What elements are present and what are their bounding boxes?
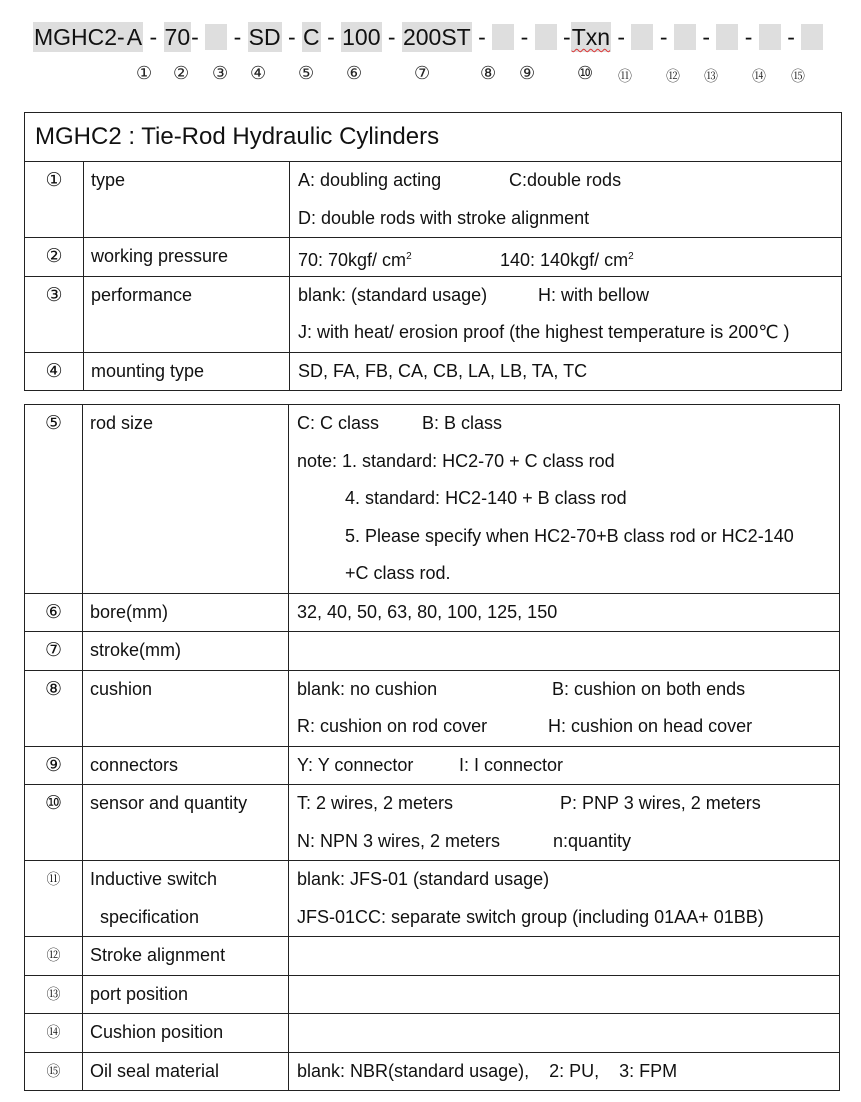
position-number: ⑮ <box>791 68 805 84</box>
row-description: Y: Y connector I: I connector <box>289 746 840 785</box>
row-description: blank: JFS-01 (standard usage) JFS-01CC: separate switch group (including 01AA+ 01BB) <box>289 861 840 937</box>
row-number: ② <box>25 238 84 277</box>
row-description <box>289 937 840 976</box>
row-name: performance <box>84 276 290 352</box>
code-part-5: C <box>303 24 320 50</box>
row-name: type <box>84 162 290 238</box>
row-number: ③ <box>25 276 84 352</box>
position-number: ⑫ <box>666 68 680 84</box>
row-name: Oil seal material <box>83 1052 289 1091</box>
row-name: working pressure <box>84 238 290 277</box>
row-name: connectors <box>83 746 289 785</box>
row-number: ⑮ <box>25 1052 83 1091</box>
row-description: blank: (standard usage) H: with bellow J: with heat/ erosion proof (the highest temperature is 200℃ ) <box>290 276 842 352</box>
row-name: bore(mm) <box>83 593 289 632</box>
row-name: port position <box>83 975 289 1014</box>
row-description: blank: NBR(standard usage), 2: PU, 3: FPM <box>289 1052 840 1091</box>
table-row <box>25 785 840 861</box>
table-row <box>25 937 840 976</box>
row-description: T: 2 wires, 2 meters P: PNP 3 wires, 2 meters N: NPN 3 wires, 2 meters n:quantity <box>289 785 840 861</box>
code-part-7: 200ST <box>402 24 471 50</box>
position-number: ⑦ <box>414 63 431 83</box>
table-row <box>25 975 840 1014</box>
code-blank-9 <box>535 24 557 50</box>
row-name: sensor and quantity <box>83 785 289 861</box>
row-number: ⑩ <box>25 785 83 861</box>
table-row <box>25 1014 840 1053</box>
row-number: ⑪ <box>25 861 83 937</box>
position-number: ⑨ <box>519 63 536 83</box>
row-number: ⑬ <box>25 975 83 1014</box>
row-name: cushion <box>83 670 289 746</box>
spec-table-bottom <box>24 404 840 1091</box>
row-name: mounting type <box>84 352 290 391</box>
position-number: ⑩ <box>577 63 594 83</box>
position-number: ⑬ <box>704 68 718 84</box>
position-numbers <box>0 62 861 84</box>
row-name: Inductive switch specification <box>83 861 289 937</box>
row-description <box>289 975 840 1014</box>
row-number: ⑭ <box>25 1014 83 1053</box>
row-number: ① <box>25 162 84 238</box>
code-prefix: MGHC2- <box>34 24 125 50</box>
position-number: ⑧ <box>480 63 497 83</box>
position-number: ③ <box>212 63 229 83</box>
position-number: ① <box>136 63 153 83</box>
row-number: ⑥ <box>25 593 83 632</box>
row-description: C: C class B: B class note: 1. standard: HC2-70 + C class rod 4. standard: HC2-140 + B class rod 5. Please specify when HC2-70+B class rod or HC2-140 +C class rod. <box>289 405 840 594</box>
table-row <box>25 1052 840 1091</box>
position-number: ④ <box>250 63 267 83</box>
table-row <box>25 238 842 277</box>
row-name: rod size <box>83 405 289 594</box>
position-number: ⑪ <box>618 68 632 84</box>
spec-table-top <box>24 112 842 391</box>
position-number: ② <box>173 63 190 83</box>
position-number: ⑥ <box>346 63 363 83</box>
table-row <box>25 593 840 632</box>
table-row <box>25 746 840 785</box>
row-description: blank: no cushion B: cushion on both ends R: cushion on rod cover H: cushion on head cover <box>289 670 840 746</box>
row-description: 32, 40, 50, 63, 80, 100, 125, 150 <box>289 593 840 632</box>
row-name: Cushion position <box>83 1014 289 1053</box>
row-number: ⑫ <box>25 937 83 976</box>
table-row <box>25 352 842 391</box>
position-number: ⑭ <box>752 68 766 84</box>
row-number: ⑧ <box>25 670 83 746</box>
position-number: ⑤ <box>298 63 315 83</box>
table-row <box>25 162 842 238</box>
table-row <box>25 276 842 352</box>
code-part-6: 100 <box>342 24 381 50</box>
code-blank-15 <box>801 24 823 50</box>
code-blank-12 <box>674 24 696 50</box>
row-description <box>289 1014 840 1053</box>
table-row <box>25 670 840 746</box>
code-blank-11 <box>631 24 653 50</box>
code-part-10: Txn <box>571 24 611 50</box>
row-number: ⑦ <box>25 632 83 671</box>
row-number: ④ <box>25 352 84 391</box>
code-part-2: 70 <box>164 24 191 50</box>
table-row <box>25 861 840 937</box>
code-part-1: A <box>126 24 143 50</box>
row-description <box>289 632 840 671</box>
code-part-4: SD <box>248 24 281 50</box>
model-code: MGHC2-A - 70- - SD - C - 100 - 200ST - - -Txn - - - - - <box>33 22 823 52</box>
code-blank-8 <box>492 24 514 50</box>
table-row <box>25 632 840 671</box>
row-name: stroke(mm) <box>83 632 289 671</box>
row-description: SD, FA, FB, CA, CB, LA, LB, TA, TC <box>290 352 842 391</box>
code-blank-14 <box>759 24 781 50</box>
row-name: Stroke alignment <box>83 937 289 976</box>
table-title: MGHC2 : Tie-Rod Hydraulic Cylinders <box>25 113 842 162</box>
row-description: 70: 70kgf/ $cm^2$ 140: 140kgf/ $cm^2$ <box>290 238 842 277</box>
table-row <box>25 405 840 594</box>
row-number: ⑤ <box>25 405 83 594</box>
row-description: A: doubling acting C:double rods D: double rods with stroke alignment <box>290 162 842 238</box>
row-number: ⑨ <box>25 746 83 785</box>
code-blank-13 <box>716 24 738 50</box>
code-blank-3 <box>205 24 227 50</box>
